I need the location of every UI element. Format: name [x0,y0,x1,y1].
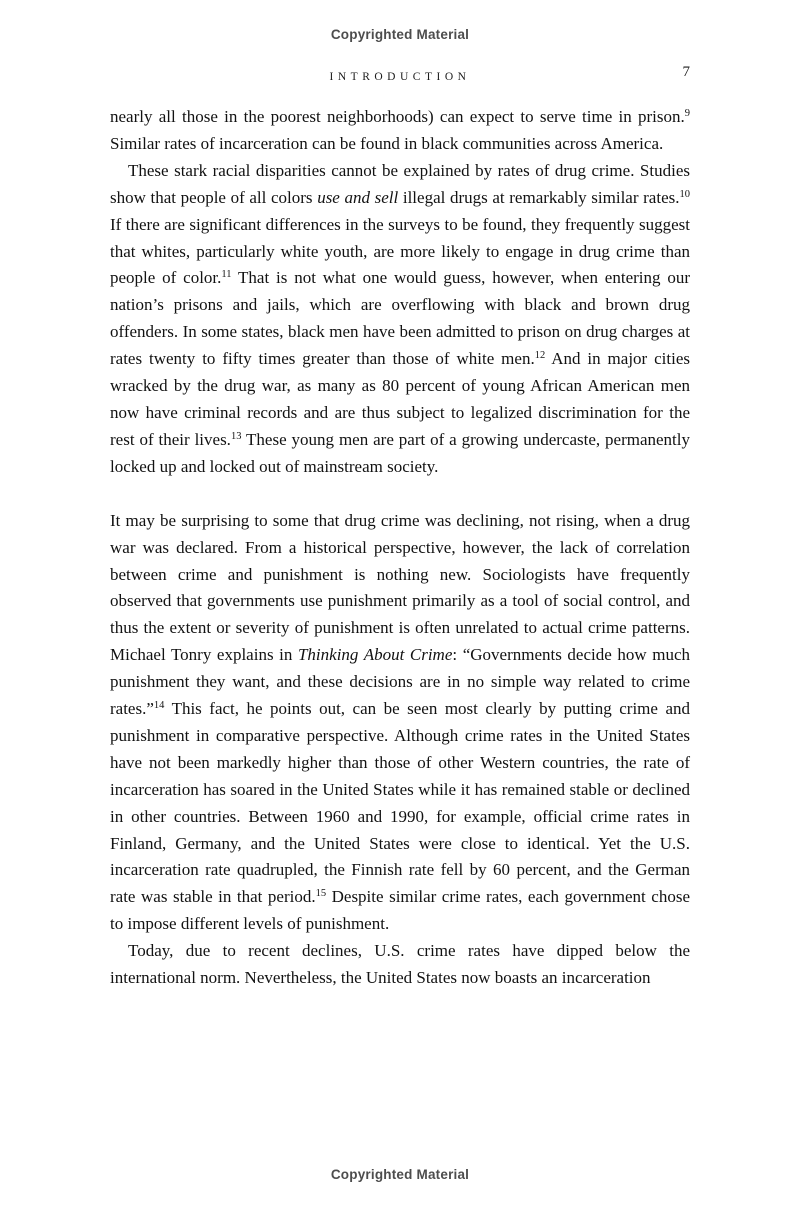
text-run: illegal drugs at remarkably similar rates. [398,187,680,207]
text-run: use and sell [317,187,399,207]
text-run: If there are significant differences in the surveys to be found, they frequently suggest that whites, particularly white youth, are more likely to engage in drug crime than people of color. [110,214,690,288]
chapter-title: INTRODUCTION [329,71,471,83]
copyright-bottom-label: Copyrighted Material [330,1167,470,1182]
body-paragraphs [110,104,690,992]
footnote-ref: 13 [230,430,242,442]
text-run: It may be surprising to some that drug crime was declining, not rising, when a drug war was declared. From a historical perspective, however, the lack of correlation between crime and punishment is nothing new. Sociologists have frequently observed that governments use punishment primarily as a tool of social control, and thus the extent or severity of punishment is often unrelated to actual crime patterns. Michael Tonry explains in [110,510,690,665]
running-header [110,64,690,85]
paragraph [110,938,690,992]
footnote-ref: 9 [684,108,690,119]
text-run: Similar rates of incarceration can be found in black communities across America. [110,133,664,153]
footnote-ref: 15 [315,888,327,900]
text-run: Thinking About Crime [297,645,453,665]
text-run: nearly all those in the poorest neighborhoods) can expect to serve time in prison. [110,107,685,126]
text-run: These stark racial disparities cannot be explained by rates of drug crime. Studies show that people of all colors [110,160,690,207]
paragraph [110,104,690,158]
text-run: And in major cities wracked by the drug war, as many as 80 percent of young African American men now have criminal records and are thus subject to legalized discrimination for the rest of their lives. [110,349,691,449]
paragraph [110,158,690,481]
text-run: This fact, he points out, can be seen most clearly by putting crime and punishment in comparative perspective. Although crime rates in the United States have not been markedly higher than those of other Western countries, the rate of incarceration has soared in the United States while it has remained stable or declined in other countries. Between 1960 and 1990, for example, official crime rates in Finland, Germany, and the United States were close to identical. Yet the U.S. incarceration rate quadrupled, the Finnish rate fell by 60 percent, and the German rate was stable in that period. [110,699,690,907]
footnote-ref: 11 [221,269,232,281]
text-run: Today, due to recent declines, U.S. crime rates have dipped below the international norm. Nevertheless, the United States now boasts an incarceration [110,941,690,988]
text-run: : “Governments decide how much punishment they want, and these decisions are in no simple way related to crime rates.” [110,645,690,719]
copyright-top-label: Copyrighted Material [330,27,470,42]
paragraph [110,508,690,939]
text-run: That is not what one would guess, however, when entering our nation’s prisons and jails, which are overflowing with black and brown drug offenders. In some states, black men have been admitted to prison on drug charges at rates twenty to fifty times greater than those of white men. [110,268,690,369]
text-run: These young men are part of a growing undercaste, permanently locked up and locked out of mainstream society. [110,429,690,476]
footnote-ref: 12 [534,350,546,362]
text-run: Despite similar crime rates, each government chose to impose different levels of punishment. [110,887,690,934]
footnote-ref: 14 [153,700,165,712]
page-number: 7 [682,64,690,80]
footnote-ref: 10 [679,188,690,200]
